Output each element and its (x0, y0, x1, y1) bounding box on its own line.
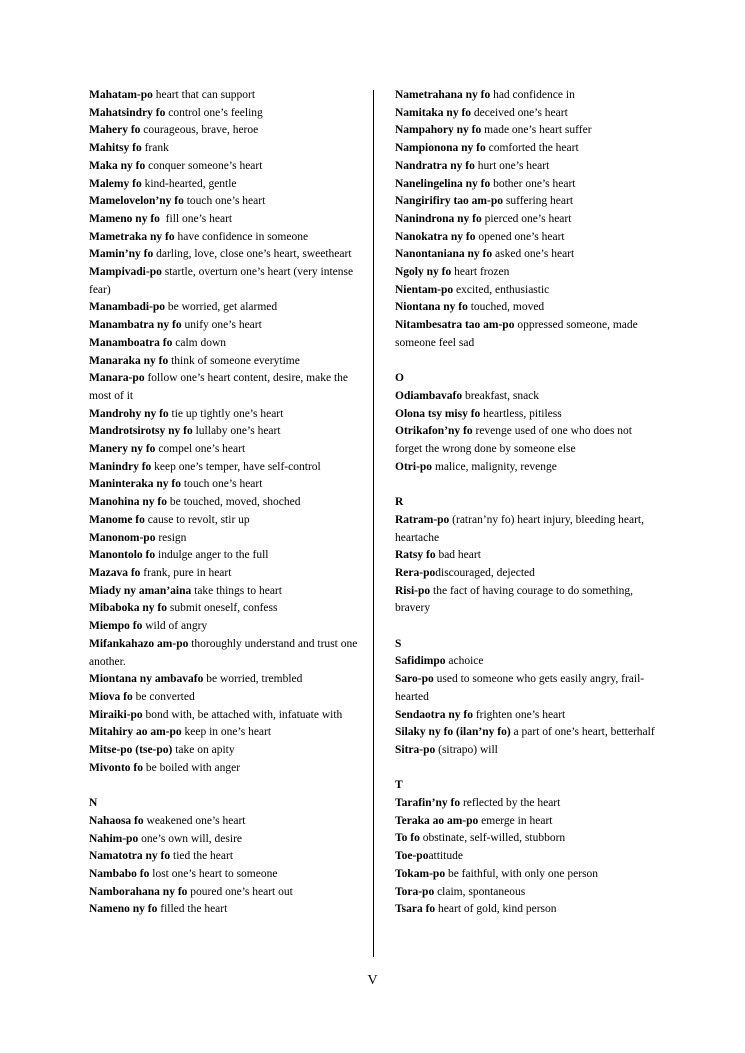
entry-term: Nampionona ny fo (395, 142, 486, 155)
glossary-entry (395, 724, 657, 742)
glossary-entry (89, 335, 361, 353)
entry-definition: frank, pure in heart (140, 566, 232, 579)
entry-term: Ratsy fo (395, 549, 436, 562)
entry-definition: tie up tightly one’s heart (168, 407, 284, 420)
glossary-entry (395, 317, 657, 352)
glossary-entry (395, 122, 657, 140)
entry-term: Otri-po (395, 460, 433, 473)
entry-term: Toe-po (395, 850, 429, 863)
entry-term: Mampivadi-po (89, 266, 162, 279)
glossary-entry (395, 884, 657, 902)
entry-definition: keep one’s temper, have self-control (151, 460, 321, 473)
glossary-entry (395, 193, 657, 211)
entry-term: Tora-po (395, 885, 435, 898)
glossary-entry (89, 211, 361, 229)
entry-definition: had confidence in (490, 89, 575, 101)
entry-term: Safidimpo (395, 655, 446, 668)
entry-term: Niontana ny fo (395, 301, 468, 314)
glossary-entry (395, 229, 657, 247)
entry-definition: be worried, trembled (203, 673, 303, 686)
entry-definition: oppressed someone, made someone feel sad (395, 319, 641, 349)
entry-definition: hurt one’s heart (474, 159, 550, 172)
entry-term: Manindry fo (89, 460, 152, 473)
entry-term: Manambatra ny fo (89, 319, 182, 332)
entry-term: Miontana ny ambavafo (89, 673, 204, 686)
glossary-entry (89, 707, 361, 725)
entry-term: Nambabo fo (89, 867, 150, 880)
entry-definition: be worried, get alarmed (165, 301, 278, 314)
glossary-entry (89, 158, 361, 176)
glossary-entry (89, 494, 361, 512)
entry-term: Nitambesatra tao am-po (395, 319, 515, 332)
page-number: V (367, 973, 378, 988)
entry-definition: conquer someone’s heart (145, 159, 263, 172)
glossary-entry (89, 299, 361, 317)
glossary-entry (395, 830, 657, 848)
entry-term: Malemy fo (89, 177, 142, 190)
entry-definition: obstinate, self-willed, stubborn (419, 832, 566, 845)
entry-definition: courageous, brave, heroe (140, 124, 259, 137)
entry-definition: bad heart (435, 549, 481, 562)
entry-definition: take on apity (172, 744, 235, 757)
column-divider (373, 90, 374, 957)
entry-definition: submit oneself, confess (166, 602, 278, 615)
glossary-entry (89, 689, 361, 707)
entry-term: Tarafin’ny fo (395, 797, 461, 810)
entry-term: Mahatam-po (89, 89, 153, 101)
entry-definition: malice, malignity, revenge (432, 460, 557, 473)
glossary-entry (395, 246, 657, 264)
entry-definition: emerge in heart (478, 814, 553, 827)
glossary-entry (395, 176, 657, 194)
glossary-entry (89, 512, 361, 530)
entry-term: Sitra-po (395, 743, 436, 756)
entry-definition: one’s own will, desire (138, 832, 243, 845)
entry-definition: the fact of having courage to do something, bravery (395, 584, 636, 615)
glossary-entry (89, 724, 361, 742)
section-gap (395, 353, 657, 371)
glossary-entry (89, 547, 361, 565)
entry-definition: reflected by the heart (460, 797, 561, 810)
entry-definition: deceived one’s heart (471, 106, 568, 119)
glossary-entry (395, 264, 657, 282)
entry-term: Miraiki-po (89, 708, 143, 721)
entry-term: Nanokatra ny fo (395, 230, 476, 243)
entry-term: Nahaosa fo (89, 814, 144, 827)
glossary-entry (395, 671, 657, 706)
entry-definition: lost one’s heart to someone (149, 867, 278, 880)
glossary-entry (395, 406, 657, 424)
entry-definition: take things to heart (191, 584, 282, 597)
entry-term: Namborahana ny fo (89, 885, 188, 898)
right-column (395, 87, 657, 919)
entry-term: Mandrotsirotsy ny fo (89, 425, 193, 438)
glossary-entry (395, 795, 657, 813)
entry-term: Otrikafon’ny fo (395, 425, 473, 438)
entry-definition: (sitrapo) will (435, 743, 498, 756)
entry-definition: filled the heart (157, 903, 228, 916)
entry-definition: achoice (445, 655, 484, 668)
entry-term: Mamin’ny fo (89, 248, 154, 261)
entry-term: Namitaka ny fo (395, 106, 472, 119)
glossary-entry (89, 406, 361, 424)
glossary-entry (89, 441, 361, 459)
entry-definition: touch one’s heart (183, 195, 266, 208)
glossary-entry (395, 211, 657, 229)
entry-term: Nandratra ny fo (395, 159, 475, 172)
glossary-entry (395, 813, 657, 831)
entry-term: Miova fo (89, 690, 133, 703)
entry-term: Mahery fo (89, 124, 141, 137)
glossary-entry (89, 813, 361, 831)
section-gap (89, 777, 361, 795)
entry-term: Nameno ny fo (89, 903, 158, 916)
entry-definition: excited, enthusiastic (453, 283, 550, 296)
entry-term: Manome fo (89, 513, 145, 526)
entry-definition: thoroughly understand and trust one another. (89, 637, 361, 668)
entry-term: Mametraka ny fo (89, 230, 175, 243)
entry-definition: suffering heart (502, 195, 574, 208)
glossary-entry (89, 246, 361, 264)
glossary-entry (89, 742, 361, 760)
entry-definition: bother one’s heart (490, 177, 576, 190)
entry-term: Manara-po (89, 372, 145, 385)
glossary-entry (395, 547, 657, 565)
entry-term: Nahim-po (89, 832, 139, 845)
entry-definition: fill one’s heart (159, 212, 233, 225)
glossary-entry (395, 388, 657, 406)
glossary-entry (395, 866, 657, 884)
glossary-entry (395, 742, 657, 760)
entry-term: Mahitsy fo (89, 142, 142, 155)
entry-term: Nametrahana ny fo (395, 89, 491, 101)
entry-definition: frank (141, 142, 169, 155)
entry-definition: frighten one’s heart (472, 708, 566, 721)
entry-term: Manery ny fo (89, 443, 156, 456)
glossary-entry (89, 176, 361, 194)
section-letter-heading: N (89, 797, 98, 810)
entry-definition: follow one’s heart content, desire, make the most of it (89, 372, 351, 402)
entry-definition: cause to revolt, stir up (144, 513, 250, 526)
glossary-entry (395, 140, 657, 158)
entry-definition: bond with, be attached with, infatuate with (142, 708, 343, 721)
glossary-entry (395, 282, 657, 300)
glossary-entry (89, 193, 361, 211)
glossary-entry (89, 671, 361, 689)
section-letter-heading: R (395, 496, 404, 509)
glossary-entry (89, 636, 361, 671)
entry-term: Manamboatra fo (89, 336, 173, 349)
glossary-entry (395, 423, 657, 458)
entry-definition: asked one’s heart (492, 248, 575, 261)
glossary-entry (89, 565, 361, 583)
glossary-entry (395, 158, 657, 176)
entry-definition: be faithful, with only one person (445, 867, 599, 880)
left-column (89, 87, 361, 919)
entry-term: Nanelingelina ny fo (395, 177, 491, 190)
entry-definition: be boiled with anger (142, 761, 241, 774)
glossary-entry (395, 299, 657, 317)
entry-definition: be converted (132, 690, 195, 703)
entry-term: Odiambavafo (395, 389, 463, 402)
section-gap (395, 476, 657, 494)
entry-definition: resign (155, 531, 187, 544)
entry-definition: wild of angry (142, 620, 208, 633)
entry-term: Mibaboka ny fo (89, 602, 167, 615)
entry-definition: heartless, pitiless (480, 407, 562, 420)
entry-definition: startle, overturn one’s heart (very intense fear) (89, 266, 356, 296)
entry-term: Mahatsindry fo (89, 106, 166, 119)
entry-definition: claim, spontaneous (434, 885, 526, 898)
entry-definition: weakened one’s heart (143, 814, 246, 827)
entry-term: Mitahiry ao am-po (89, 726, 182, 739)
entry-term: Silaky ny fo (ilan’ny fo) (395, 726, 511, 739)
glossary-entry (89, 760, 361, 778)
entry-definition: heart frozen (451, 266, 510, 279)
entry-definition: (ratran’ny fo) heart injury, bleeding heart, heartache (395, 513, 647, 544)
entry-definition: discouraged, dejected (435, 566, 535, 579)
glossary-entry (395, 565, 657, 583)
entry-term: Mandrohy ny fo (89, 407, 169, 420)
entry-definition: poured one’s heart out (187, 885, 293, 898)
glossary-entry (89, 140, 361, 158)
entry-term: Miempo fo (89, 620, 143, 633)
entry-term: Manaraka ny fo (89, 354, 169, 367)
glossary-entry (395, 848, 657, 866)
glossary-entry (89, 264, 361, 299)
glossary-entry (395, 87, 657, 105)
entry-term: Nampahory ny fo (395, 124, 482, 137)
entry-definition: keep in one’s heart (181, 726, 272, 739)
glossary-entry (89, 370, 361, 405)
glossary-entry (89, 476, 361, 494)
entry-definition: think of someone everytime (168, 354, 300, 367)
section-letter-heading: O (395, 372, 404, 385)
glossary-entry (395, 512, 657, 547)
entry-term: Manambadi-po (89, 301, 166, 314)
section-gap (395, 618, 657, 636)
glossary-entry (89, 353, 361, 371)
glossary-entry (89, 229, 361, 247)
section-letter-heading: T (395, 779, 403, 792)
section-letter-heading: S (395, 637, 402, 650)
glossary-entry (89, 901, 361, 919)
entry-term: Ngoly ny fo (395, 266, 452, 279)
entry-term: Tokam-po (395, 867, 446, 880)
entry-definition: revenge used of one who does not forget the wrong done by someone else (395, 425, 635, 456)
entry-definition: heart that can support (152, 89, 256, 101)
entry-term: Mivonto fo (89, 761, 143, 774)
section-gap (395, 760, 657, 778)
glossary-entry (89, 459, 361, 477)
glossary-entry (395, 459, 657, 477)
entry-definition: indulge anger to the full (155, 549, 269, 562)
glossary-entry (395, 653, 657, 671)
glossary-entry (89, 423, 361, 441)
entry-definition: kind-hearted, gentle (141, 177, 237, 190)
entry-definition: lullaby one’s heart (192, 425, 281, 438)
entry-term: Manontolo fo (89, 549, 156, 562)
glossary-entry (89, 618, 361, 636)
entry-term: Ratram-po (395, 513, 450, 526)
glossary-entry (89, 848, 361, 866)
entry-definition: a part of one’s heart, betterhalf (510, 726, 655, 739)
glossary-entry (89, 122, 361, 140)
entry-term: Risi-po (395, 584, 431, 597)
glossary-entry (89, 583, 361, 601)
entry-term: Mazava fo (89, 566, 141, 579)
glossary-entry (395, 583, 657, 618)
entry-definition: tied the heart (170, 850, 234, 863)
glossary-entry (89, 884, 361, 902)
entry-definition: compel one’s heart (155, 443, 246, 456)
glossary-entry (395, 707, 657, 725)
entry-term: Namatotra ny fo (89, 850, 171, 863)
entry-term: Manonom-po (89, 531, 156, 544)
entry-definition: touch one’s heart (181, 478, 263, 491)
glossary-entry (89, 530, 361, 548)
entry-definition: comforted the heart (485, 142, 579, 155)
entry-term: Olona tsy misy fo (395, 407, 481, 420)
entry-term: Nanindrona ny fo (395, 212, 482, 225)
entry-definition: opened one’s heart (475, 230, 565, 243)
glossary-entry (89, 87, 361, 105)
entry-definition: breakfast, snack (462, 389, 540, 402)
entry-term: Maka ny fo (89, 159, 146, 172)
glossary-entry (89, 831, 361, 849)
entry-definition: darling, love, close one’s heart, sweetheart (153, 248, 352, 261)
entry-term: Nientam-po (395, 283, 454, 296)
entry-term: Tsara fo (395, 903, 436, 916)
entry-term: To fo (395, 832, 420, 845)
entry-definition: be touched, moved, shoched (166, 496, 301, 509)
entry-term: Sendaotra ny fo (395, 708, 473, 721)
entry-term: Mitse-po (tse-po) (89, 744, 173, 757)
glossary-entry (89, 866, 361, 884)
entry-definition: made one’s heart suffer (481, 124, 592, 137)
entry-term: Mameno ny fo (89, 212, 160, 225)
entry-term: Saro-po (395, 673, 434, 686)
entry-term: Rera-po (395, 566, 436, 579)
entry-definition: touched, moved (467, 301, 545, 314)
entry-term: Nanontaniana ny fo (395, 248, 493, 261)
entry-term: Teraka ao am-po (395, 814, 479, 827)
entry-definition: attitude (428, 850, 463, 863)
entry-definition: calm down (172, 336, 227, 349)
glossary-entry (89, 600, 361, 618)
glossary-entry (395, 105, 657, 123)
entry-definition: heart of gold, kind person (435, 903, 557, 916)
entry-definition: pierced one’s heart (481, 212, 572, 225)
entry-term: Manohina ny fo (89, 496, 167, 509)
glossary-entry (395, 901, 657, 919)
entry-term: Nangirifiry tao am-po (395, 195, 503, 208)
entry-definition: used to someone who gets easily angry, frail-hearted (395, 673, 645, 703)
entry-term: Miady ny aman’aina (89, 584, 192, 597)
entry-term: Mamelovelon’ny fo (89, 195, 184, 208)
entry-definition: unify one’s heart (181, 319, 262, 332)
entry-definition: control one’s feeling (165, 106, 263, 119)
entry-term: Mifankahazo am-po (89, 637, 189, 650)
entry-term: Maninteraka ny fo (89, 478, 181, 491)
glossary-entry (89, 105, 361, 123)
entry-definition: have confidence in someone (174, 230, 309, 243)
glossary-entry (89, 317, 361, 335)
